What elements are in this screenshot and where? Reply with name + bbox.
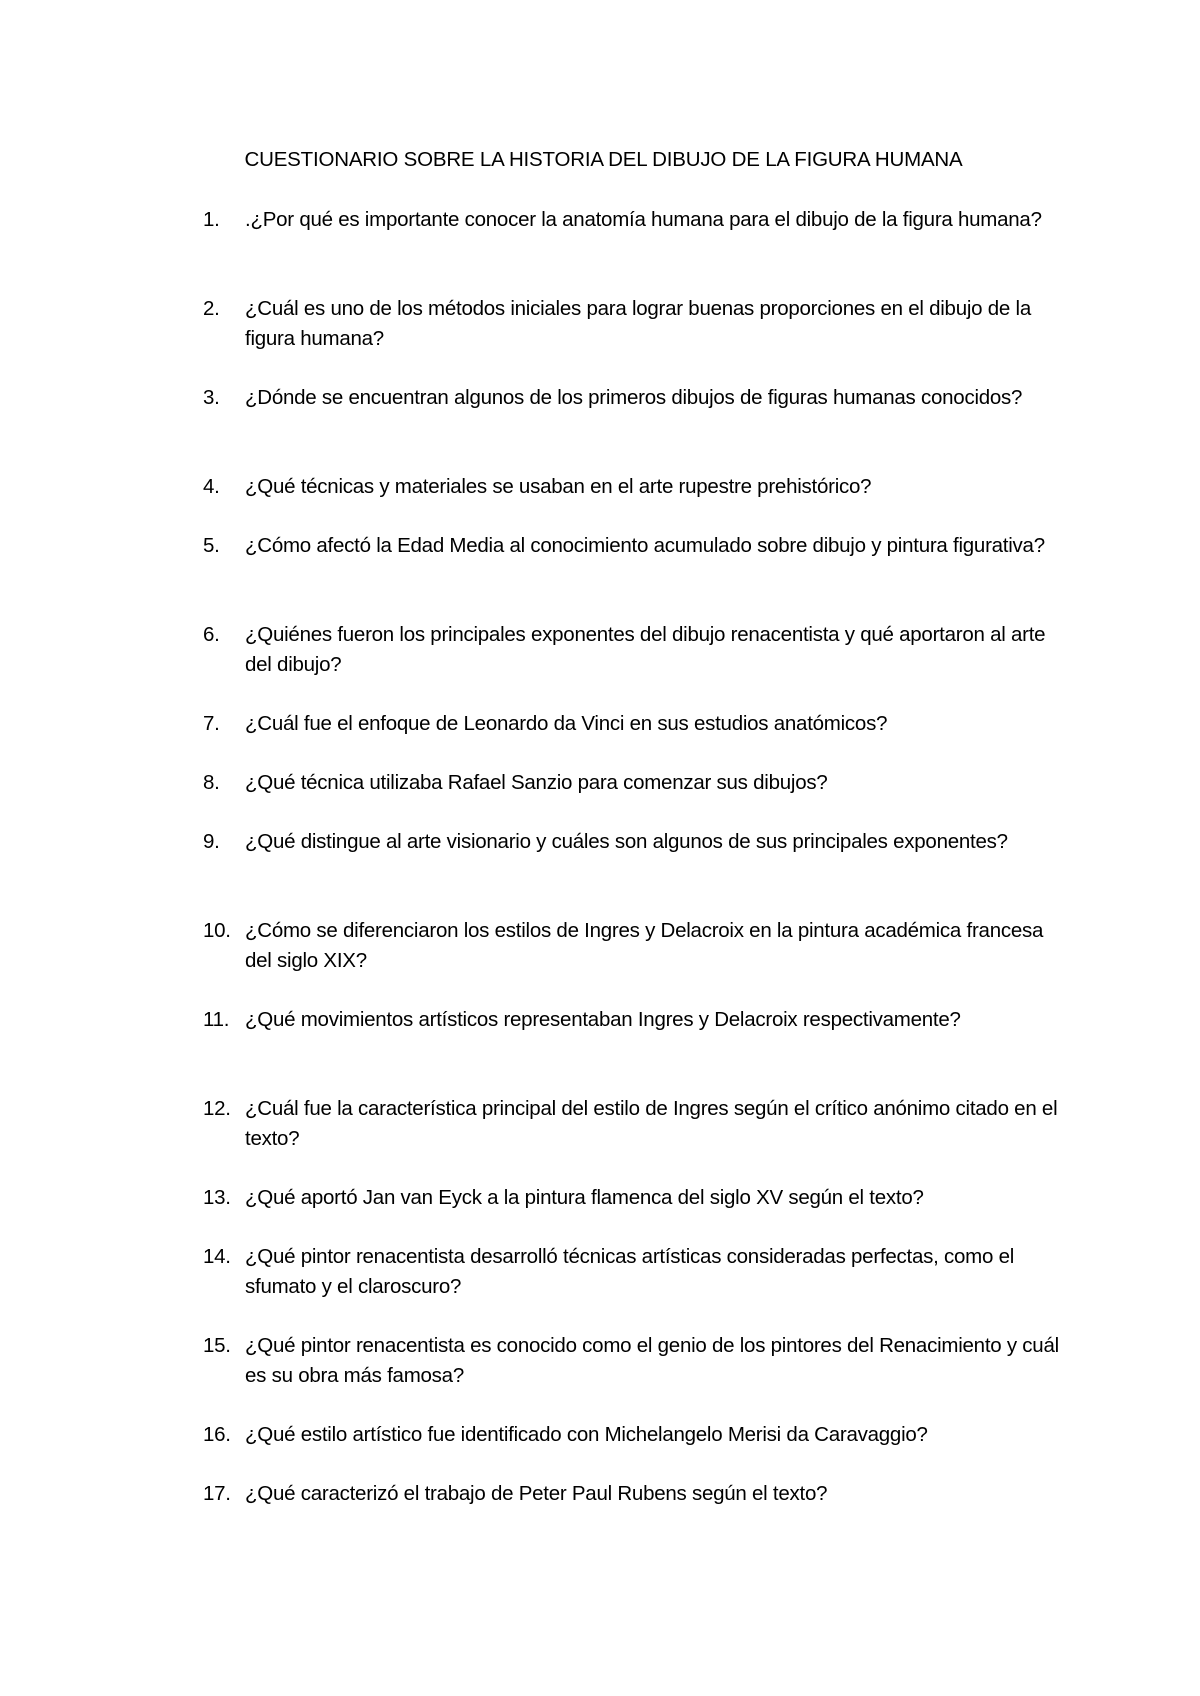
question-number: 7.: [203, 712, 220, 735]
question-item: [203, 1242, 1063, 1302]
question-item: [203, 1479, 1063, 1509]
question-text: ¿Qué pintor renacentista es conocido como el genio de los pintores del Renacimiento y cuál es su obra más famosa?: [245, 1334, 1059, 1387]
question-text: ¿Dónde se encuentran algunos de los primeros dibujos de figuras humanas conocidos?: [245, 386, 1023, 409]
question-text: ¿Qué distingue al arte visionario y cuáles son algunos de sus principales exponentes?: [245, 830, 1008, 853]
question-number: 9.: [203, 830, 220, 853]
question-text: ¿Cuál fue la característica principal del estilo de Ingres según el crítico anónimo citado en el texto?: [245, 1097, 1058, 1150]
question-text: .¿Por qué es importante conocer la anatomía humana para el dibujo de la figura humana?: [245, 208, 1042, 231]
question-item: [203, 205, 1063, 235]
question-item: [203, 1331, 1063, 1391]
question-item: [203, 383, 1063, 413]
question-item: [203, 827, 1063, 857]
question-text: ¿Qué pintor renacentista desarrolló técnicas artísticas consideradas perfectas, como el sfumato y el claroscuro?: [245, 1245, 1015, 1298]
question-text: ¿Qué estilo artístico fue identificado con Michelangelo Merisi da Caravaggio?: [245, 1423, 928, 1446]
question-number: 4.: [203, 475, 220, 498]
question-item: [203, 1005, 1063, 1035]
question-text: ¿Qué técnicas y materiales se usaban en el arte rupestre prehistórico?: [245, 475, 872, 498]
question-number: 1.: [203, 208, 220, 231]
question-number: 16.: [203, 1423, 231, 1446]
question-text: ¿Cuál fue el enfoque de Leonardo da Vinci en sus estudios anatómicos?: [245, 712, 888, 735]
document-title: CUESTIONARIO SOBRE LA HISTORIA DEL DIBUJO DE LA FIGURA HUMANA: [244, 148, 963, 171]
question-text: ¿Qué técnica utilizaba Rafael Sanzio para comenzar sus dibujos?: [245, 771, 828, 794]
question-item: [203, 1183, 1063, 1213]
question-item: [203, 916, 1063, 976]
question-number: 13.: [203, 1186, 231, 1209]
question-item: [203, 531, 1063, 561]
question-text: ¿Cuál es uno de los métodos iniciales para lograr buenas proporciones en el dibujo de la figura humana?: [245, 297, 1031, 350]
question-number: 2.: [203, 297, 220, 320]
question-text: ¿Cómo afectó la Edad Media al conocimiento acumulado sobre dibujo y pintura figurativa?: [245, 534, 1045, 557]
question-text: ¿Cómo se diferenciaron los estilos de Ingres y Delacroix en la pintura académica francesa del siglo XIX?: [245, 919, 1044, 972]
question-item: [203, 1094, 1063, 1154]
question-item: [203, 1420, 1063, 1450]
question-number: 8.: [203, 771, 220, 794]
question-text: ¿Qué caracterizó el trabajo de Peter Paul Rubens según el texto?: [245, 1482, 828, 1505]
question-text: ¿Quiénes fueron los principales exponentes del dibujo renacentista y qué aportaron al arte del dibujo?: [245, 623, 1046, 676]
question-item: [203, 472, 1063, 502]
question-number: 3.: [203, 386, 220, 409]
question-number: 11.: [203, 1008, 230, 1031]
question-item: [203, 620, 1063, 680]
question-number: 14.: [203, 1245, 231, 1268]
question-number: 5.: [203, 534, 220, 557]
question-number: 12.: [203, 1097, 231, 1120]
question-text: ¿Qué aportó Jan van Eyck a la pintura flamenca del siglo XV según el texto?: [245, 1186, 924, 1209]
question-number: 15.: [203, 1334, 231, 1357]
question-item: [203, 294, 1063, 354]
question-number: 6.: [203, 623, 220, 646]
question-text: ¿Qué movimientos artísticos representaban Ingres y Delacroix respectivamente?: [245, 1008, 961, 1031]
question-item: [203, 709, 1063, 739]
question-number: 10.: [203, 919, 231, 942]
question-number: 17.: [203, 1482, 231, 1505]
question-item: [203, 768, 1063, 798]
